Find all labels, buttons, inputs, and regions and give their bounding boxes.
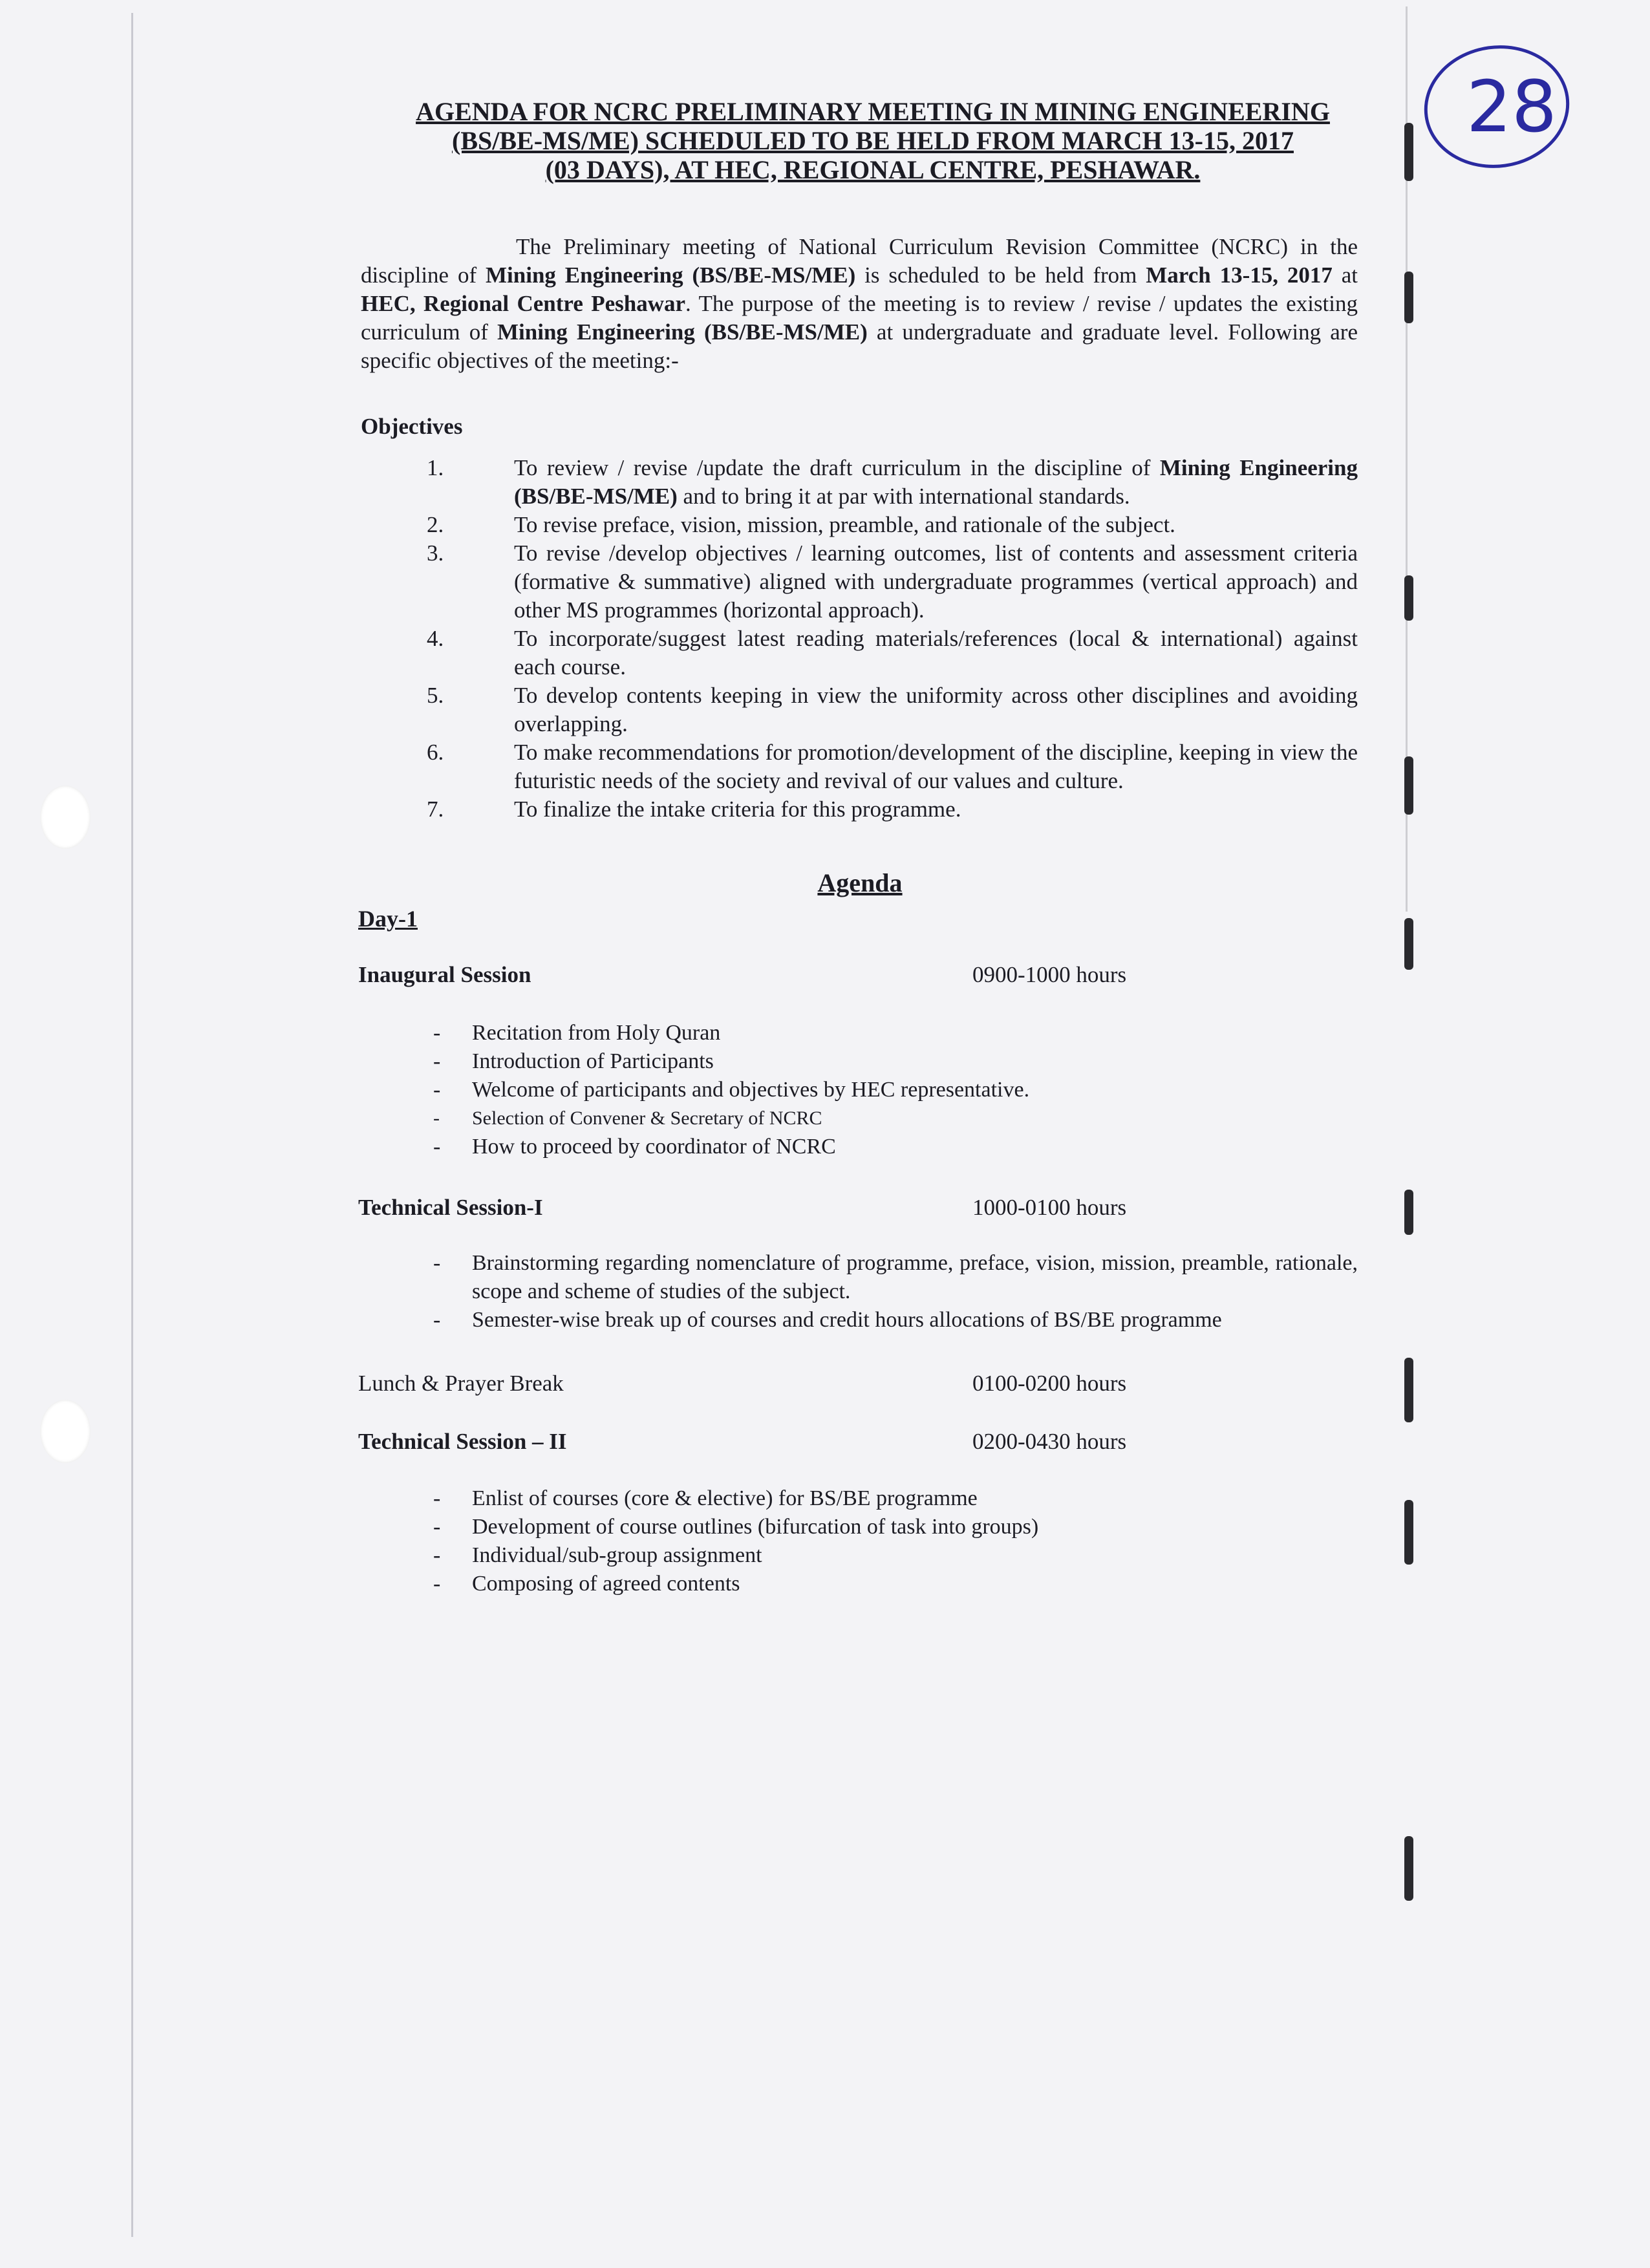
intro-bold-1: Mining Engineering (BS/BE-MS/ME) [486, 262, 856, 288]
objective-text: To revise /develop objectives / learning outcomes, list of contents and assessment criteria (formative & summative) aligned with undergraduate programmes (vertical approach) and other MS programmes (horizontal approach). [514, 540, 1358, 623]
session-time: 0900-1000 hours [972, 962, 1127, 987]
objective-item [427, 795, 1358, 824]
intro-bold-4: Mining Engineering (BS/BE-MS/ME) [497, 319, 868, 345]
objective-text: To finalize the intake criteria for this programme. [514, 797, 961, 822]
punch-hole-top [40, 786, 91, 849]
objective-item [427, 625, 1358, 681]
list-item: - How to proceed by coordinator of NCRC [433, 1133, 1358, 1161]
objective-text-end: and to bring it at par with international standards. [677, 484, 1130, 509]
intro-text-4: . The purpose of the meeting is to review / revise / updates the existing curriculum of [361, 291, 1358, 345]
objective-number: 1. [427, 455, 444, 480]
intro-paragraph [361, 233, 1358, 375]
objective-bold: Mining Engineering (BS/BE-MS/ME) [514, 455, 1358, 509]
technical-1-items [433, 1249, 1358, 1334]
objective-number: 3. [427, 540, 444, 566]
session-name: Technical Session – II [358, 1429, 567, 1454]
session-time: 0100-0200 hours [972, 1371, 1127, 1396]
intro-text-2: is scheduled to be held from [855, 262, 1146, 288]
title-line-2: (BS/BE-MS/ME) SCHEDULED TO BE HELD FROM MARCH 13-15, 2017 [452, 126, 1294, 155]
list-item: - Composing of agreed contents [433, 1570, 1358, 1598]
list-item: - Individual/sub-group assignment [433, 1541, 1358, 1570]
objectives-list [427, 454, 1358, 824]
page-number-text: 28 [1466, 65, 1557, 148]
objective-number: 6. [427, 740, 444, 765]
objective-number: 5. [427, 683, 444, 708]
objective-text: To revise preface, vision, mission, preamble, and rationale of the subject. [514, 512, 1175, 537]
session-technical-1 [358, 1195, 1225, 1225]
list-item: - Recitation from Holy Quran [433, 1019, 1358, 1047]
session-time: 1000-0100 hours [972, 1195, 1127, 1220]
handwritten-page-number [1416, 36, 1578, 175]
list-item: - Brainstorming regarding nomenclature of programme, preface, vision, mission, preamble, rationale, scope and scheme of studies of the subject. [433, 1249, 1358, 1306]
list-item: - Introduction of Participants [433, 1047, 1358, 1076]
objective-item [427, 511, 1358, 539]
intro-text-5: at undergraduate and graduate level. Following are specific objectives of the meeting:- [361, 319, 1358, 373]
session-lunch [358, 1371, 1225, 1400]
objective-number: 4. [427, 626, 444, 651]
inaugural-items [433, 1019, 1358, 1161]
list-item: - Enlist of courses (core & elective) for BS/BE programme [433, 1484, 1358, 1513]
list-item: - Selection of Convener & Secretary of NCRC [433, 1104, 1358, 1133]
title-line-1: AGENDA FOR NCRC PRELIMINARY MEETING IN MINING ENGINEERING [416, 97, 1330, 126]
intro-text-1: The Preliminary meeting of National Curriculum Revision Committee (NCRC) in the discipline of [361, 234, 1358, 288]
agenda-heading: Agenda [817, 868, 903, 897]
session-name: Technical Session-I [358, 1195, 543, 1220]
objective-text: To review / revise /update the draft curriculum in the discipline of [514, 455, 1160, 480]
session-time: 0200-0430 hours [972, 1429, 1127, 1454]
day-heading: Day-1 [358, 906, 418, 932]
session-name: Inaugural Session [358, 962, 531, 987]
intro-bold-2: March 13-15, 2017 [1146, 262, 1333, 288]
list-item: - Semester-wise break up of courses and credit hours allocations of BS/BE programme [433, 1306, 1358, 1334]
session-name: Lunch & Prayer Break [358, 1371, 564, 1396]
objective-number: 7. [427, 797, 444, 822]
objective-number: 2. [427, 512, 444, 537]
intro-bold-3: HEC, Regional Centre Peshawar [361, 291, 686, 316]
document-title [349, 97, 1397, 184]
objective-item [427, 738, 1358, 795]
technical-2-items [433, 1484, 1358, 1598]
objective-item [427, 454, 1358, 511]
session-technical-2 [358, 1429, 1225, 1459]
objective-text: To develop contents keeping in view the uniformity across other disciplines and avoiding overlapping. [514, 683, 1358, 736]
intro-text-3: at [1332, 262, 1358, 288]
punch-hole-bottom [40, 1400, 91, 1463]
objective-item [427, 681, 1358, 738]
objectives-heading: Objectives [361, 414, 463, 439]
list-item: - Development of course outlines (bifurcation of task into groups) [433, 1513, 1358, 1541]
margin-line [131, 13, 133, 2237]
title-line-3: (03 DAYS), AT HEC, REGIONAL CENTRE, PESHAWAR. [545, 155, 1201, 184]
list-item: - Welcome of participants and objectives by HEC representative. [433, 1076, 1358, 1104]
objective-text: To incorporate/suggest latest reading materials/references (local & international) against each course. [514, 626, 1358, 679]
objective-text: To make recommendations for promotion/development of the discipline, keeping in view the futuristic needs of the society and revival of our values and culture. [514, 740, 1358, 793]
session-inaugural [358, 962, 1225, 992]
objective-item [427, 539, 1358, 625]
